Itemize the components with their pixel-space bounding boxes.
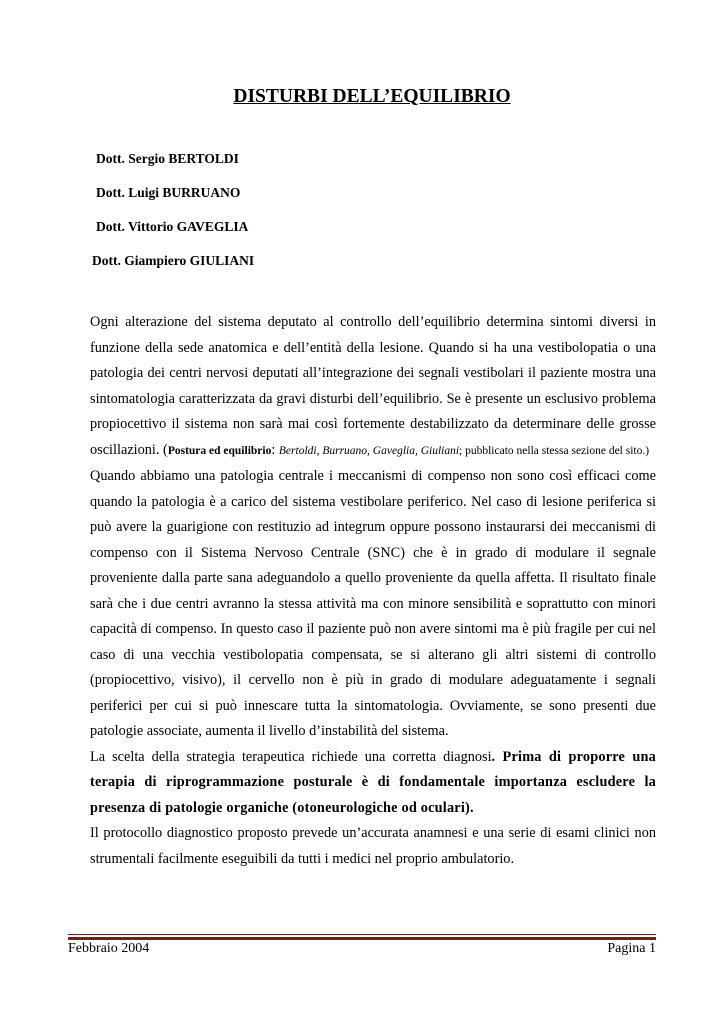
footer-page-number: Pagina 1: [607, 941, 656, 956]
paragraph-4: Il protocollo diagnostico proposto prevede un’accurata anamnesi e una serie di esami clinici non strumentali facilmente eseguibili da tutti i medici nel proprio ambulatorio.: [90, 825, 656, 867]
footer-rule-thin: [68, 934, 656, 935]
document-body: [90, 310, 656, 872]
citation-authors: Bertoldi, Burruano, Gaveglia, Giuliani: [278, 444, 460, 457]
paragraph-3: [90, 745, 656, 822]
author-4: Dott. Giampiero GIULIANI: [92, 253, 255, 268]
paragraph-1-text: Ogni alterazione del sistema deputato al controllo dell’equilibrio determina sintomi diversi in funzione della sede anatomica e dell’entità della lesione. Quando si ha una vestibolopatia o una patologia dei centri nervosi deputati all’integrazione dei segnali vestibolari il paziente mostra una sintomatologia caratterizzata da gravi disturbi dell’equilibrio. Se è presente un esclusivo problema propiocettivo il sistema non sarà mai così fortemente destabilizzato da determinare delle grosse oscillazioni. (: [90, 314, 656, 458]
author-1: Dott. Sergio BERTOLDI: [96, 151, 239, 166]
citation-colon: :: [271, 441, 279, 458]
citation-rest: ; pubblicato nella stessa sezione del sito.): [459, 444, 650, 457]
paragraph-3-bold: . Prima di proporre una terapia di riprogrammazione posturale è di fondamentale importanza escludere la presenza di patologie organiche (otoneurologiche od oculari).: [90, 748, 656, 816]
document-title: DISTURBI DELL’EQUILIBRIO: [233, 86, 511, 107]
paragraph-1: [90, 310, 656, 464]
footer-date: Febbraio 2004: [68, 941, 150, 956]
author-2: Dott. Luigi BURRUANO: [96, 185, 241, 200]
footer-rule-thick: [68, 937, 656, 940]
paragraph-3-text: La scelta della strategia terapeutica richiede una corretta diagnosi: [90, 748, 492, 765]
author-3: Dott. Vittorio GAVEGLIA: [96, 219, 249, 234]
citation-title: Postura ed equilibrio: [167, 444, 272, 457]
paragraph-2: Quando abbiamo una patologia centrale i meccanismi di compenso non sono così efficaci come quando la patologia è a carico del sistema vestibolare periferico. Nel caso di lesione periferica si può avere la guarigione con restituzio ad integrum oppure possono instaurarsi dei meccanismi di compenso con il Sistema Nervoso Centrale (SNC) che è in grado di modulare il segnale proveniente dalla parte sana adeguandolo a quello proveniente da quella affetta. Il risultato finale sarà che i due centri avranno la stessa attività ma con minore sensibilità e soprattutto con minori capacità di compenso. In questo caso il paziente può non avere sintomi ma è più fragile per cui nel caso di una vecchia vestibolopatia compensata, se si alterano gli altri sistemi di controllo (propiocettivo, visivo), il cervello non è più in grado di modulare adeguatamente i segnali periferici per cui si può innescare tutta la sintomatologia. Ovviamente, se sono presenti due patologie associate, aumenta il livello d’instabilità del sistema.: [90, 468, 656, 739]
